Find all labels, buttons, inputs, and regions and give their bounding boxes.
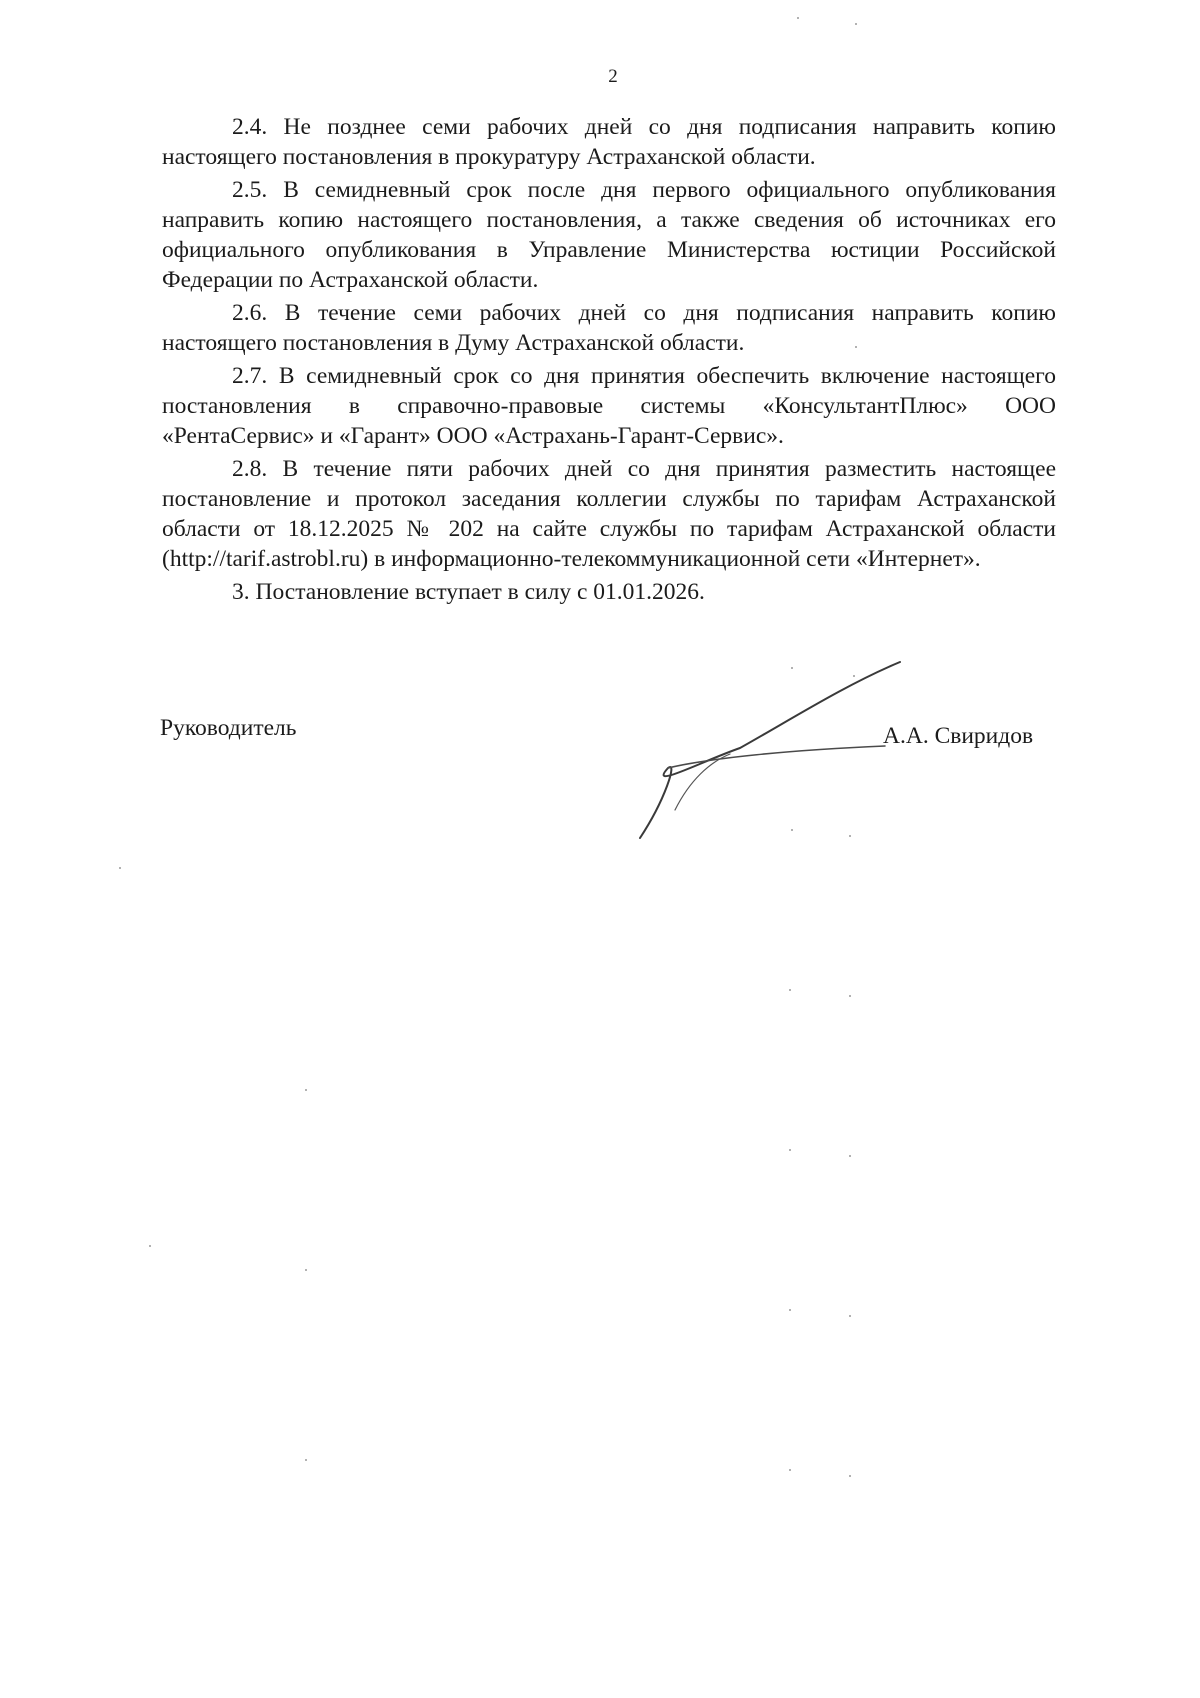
paragraph-2-6: 2.6. В течение семи рабочих дней со дня подписания направить копию настоящего постановления в Думу Астраханской области. <box>162 300 1056 356</box>
paragraph-2-5: 2.5. В семидневный срок после дня первого официального опубликования направить копию настоящего постановления, а также сведения об источниках его официального опубликования в Управление Министерства юстиции Российской Федерации по Астраханской области. <box>162 177 1056 293</box>
paragraph-2-4: 2.4. Не позднее семи рабочих дней со дня подписания направить копию настоящего постановления в прокуратуру Астраханской области. <box>162 114 1056 170</box>
paragraph-3: 3. Постановление вступает в силу с 01.01.2026. <box>232 579 705 605</box>
signer-position: Руководитель <box>160 715 297 741</box>
signer-name: А.А. Свиридов <box>883 723 1034 749</box>
paragraph-2-7: 2.7. В семидневный срок со дня принятия обеспечить включение настоящего постановления в справочно-правовые системы «КонсультантПлюс» ООО «РентаСервис» и «Гарант» ООО «Астрахань-Гарант-Сервис». <box>162 363 1056 449</box>
document-body <box>162 112 1056 610</box>
paragraph-2-8: 2.8. В течение пяти рабочих дней со дня принятия разместить настоящее постановление и протокол заседания коллегии службы по тарифам Астраханской области от 18.12.2025 № 202 на сайте службы по тарифам Астраханской области (http://tarif.astrobl.ru) в информационно-телекоммуникационной сети «Интернет». <box>162 456 1056 572</box>
page-number: 2 <box>608 66 618 87</box>
handwritten-signature <box>630 650 920 850</box>
